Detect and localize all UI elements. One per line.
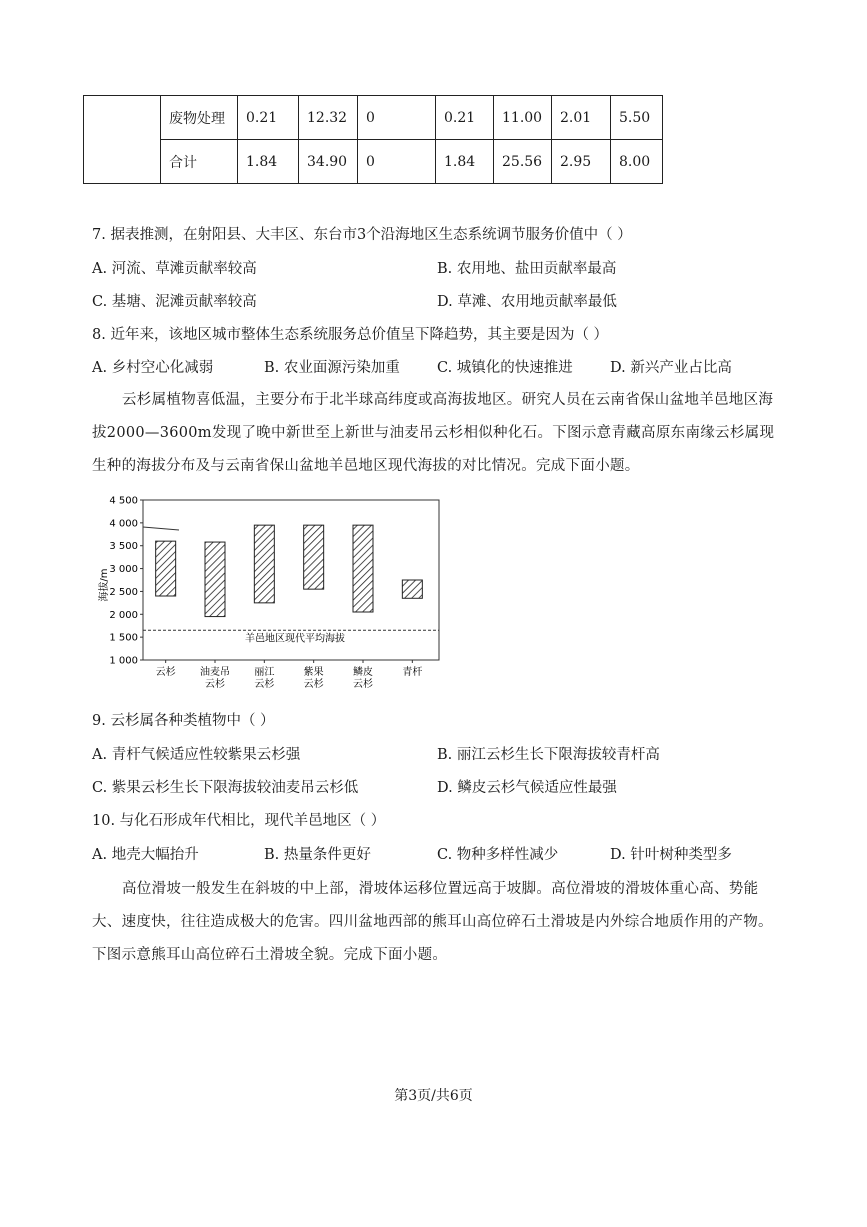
- q10-option-d: D. 针叶树种类型多: [610, 847, 732, 863]
- table-cell: 2.95: [552, 140, 611, 184]
- table-row: [84, 96, 663, 140]
- q9-option-b: B. 丽江云杉生长下限海拔较青杆高: [437, 747, 660, 763]
- row-label: 废物处理: [161, 96, 238, 140]
- q7-option-a: A. 河流、草滩贡献率较高: [92, 261, 257, 277]
- category-label: 云杉: [254, 679, 275, 690]
- bar-2: [205, 542, 225, 617]
- passage-spruce: 云杉属植物喜低温，主要分布于北半球高纬度或高海拔地区。研究人员在云南省保山盆地羊邑地区海拔2000—3600m发现了晚中新世至上新世与油麦吊云杉相似种化石。下图示意青藏高原东南缘云杉属现生种的海拔分布及与云南省保山盆地羊邑地区现代海拔的对比情况。完成下面小题。: [92, 392, 775, 474]
- annotation-leader-line: [143, 527, 179, 530]
- q7-option-b: B. 农用地、盐田贡献率最高: [437, 261, 617, 277]
- y-tick-label: 2 000: [109, 609, 138, 621]
- page-footer: 第3页/共6页: [394, 1088, 473, 1104]
- category-label: 鳞皮: [353, 667, 373, 678]
- table-cell: 5.50: [611, 96, 663, 140]
- category-label: 云杉: [155, 667, 176, 678]
- merged-category-cell: [84, 96, 161, 184]
- q9-option-a: A. 青杆气候适应性较紫果云杉强: [92, 747, 301, 763]
- table-cell: 1.84: [436, 140, 494, 184]
- table-cell: 8.00: [611, 140, 663, 184]
- bar-1: [156, 541, 176, 596]
- y-tick-label: 2 500: [109, 586, 138, 598]
- y-axis-label: 海拔/m: [99, 568, 110, 602]
- question-8-stem: 8. 近年来，该地区城市整体生态系统服务总价值呈下降趋势，其主要是因为（ ）: [92, 327, 609, 343]
- category-label: 丽江: [254, 667, 275, 678]
- bar-5: [353, 525, 373, 612]
- question-9-stem: 9. 云杉属各种类植物中（ ）: [92, 713, 275, 729]
- table-row: [84, 140, 663, 184]
- y-tick-label: 3 000: [109, 564, 138, 576]
- y-tick-label: 3 500: [109, 541, 138, 553]
- passage-landslide: 高位滑坡一般发生在斜坡的中上部，滑坡体运移位置远高于坡脚。高位滑坡的滑坡体重心高、势能大、速度快，往往造成极大的危害。四川盆地西部的熊耳山高位碎石土滑坡是内外综合地质作用的产物。下图示意熊耳山高位碎石土滑坡全貌。完成下面小题。: [92, 881, 773, 963]
- q8-option-b: B. 农业面源污染加重: [264, 360, 400, 376]
- question-10-stem: 10. 与化石形成年代相比，现代羊邑地区（ ）: [92, 813, 386, 829]
- question-7-stem: 7. 据表推测，在射阳县、大丰区、东台市3个沿海地区生态系统调节服务价值中（ ）: [92, 227, 632, 243]
- altitude-chart: [95, 490, 455, 690]
- bar-3: [254, 525, 274, 603]
- category-label: 云杉: [303, 679, 324, 690]
- category-label: 云杉: [353, 679, 373, 690]
- table-cell: 12.32: [299, 96, 358, 140]
- y-tick-label: 4 500: [109, 495, 138, 507]
- q10-option-c: C. 物种多样性减少: [437, 847, 559, 863]
- q9-option-d: D. 鳞皮云杉气候适应性最强: [437, 780, 617, 796]
- reference-label: 羊邑地区现代平均海拔: [245, 633, 345, 645]
- category-label: 青杆: [402, 667, 423, 678]
- category-label: 油麦吊: [200, 667, 230, 678]
- category-label: 云杉: [205, 679, 225, 690]
- q8-option-c: C. 城镇化的快速推进: [437, 360, 573, 376]
- q7-option-c: C. 基塘、泥滩贡献率较高: [92, 294, 257, 310]
- row-label: 合计: [161, 140, 238, 184]
- bar-6: [402, 580, 422, 598]
- data-table: [83, 95, 663, 184]
- table-cell: 0: [358, 96, 436, 140]
- y-tick-label: 4 000: [109, 518, 138, 530]
- y-tick-label: 1 000: [109, 655, 138, 667]
- table-cell: 34.90: [299, 140, 358, 184]
- q10-option-b: B. 热量条件更好: [264, 847, 371, 863]
- q7-option-d: D. 草滩、农用地贡献率最低: [437, 294, 617, 310]
- table-cell: 0: [358, 140, 436, 184]
- table-cell: 1.84: [238, 140, 299, 184]
- table-cell: 11.00: [494, 96, 552, 140]
- table-cell: 0.21: [238, 96, 299, 140]
- y-tick-label: 1 500: [109, 632, 138, 644]
- q9-option-c: C. 紫果云杉生长下限海拔较油麦吊云杉低: [92, 780, 359, 796]
- q8-option-d: D. 新兴产业占比高: [610, 360, 732, 376]
- q8-option-a: A. 乡村空心化减弱: [92, 360, 214, 376]
- category-label: 紫果: [303, 667, 324, 678]
- table-cell: 2.01: [552, 96, 611, 140]
- bar-4: [304, 525, 324, 589]
- q10-option-a: A. 地壳大幅抬升: [92, 847, 199, 863]
- table-cell: 0.21: [436, 96, 494, 140]
- table-cell: 25.56: [494, 140, 552, 184]
